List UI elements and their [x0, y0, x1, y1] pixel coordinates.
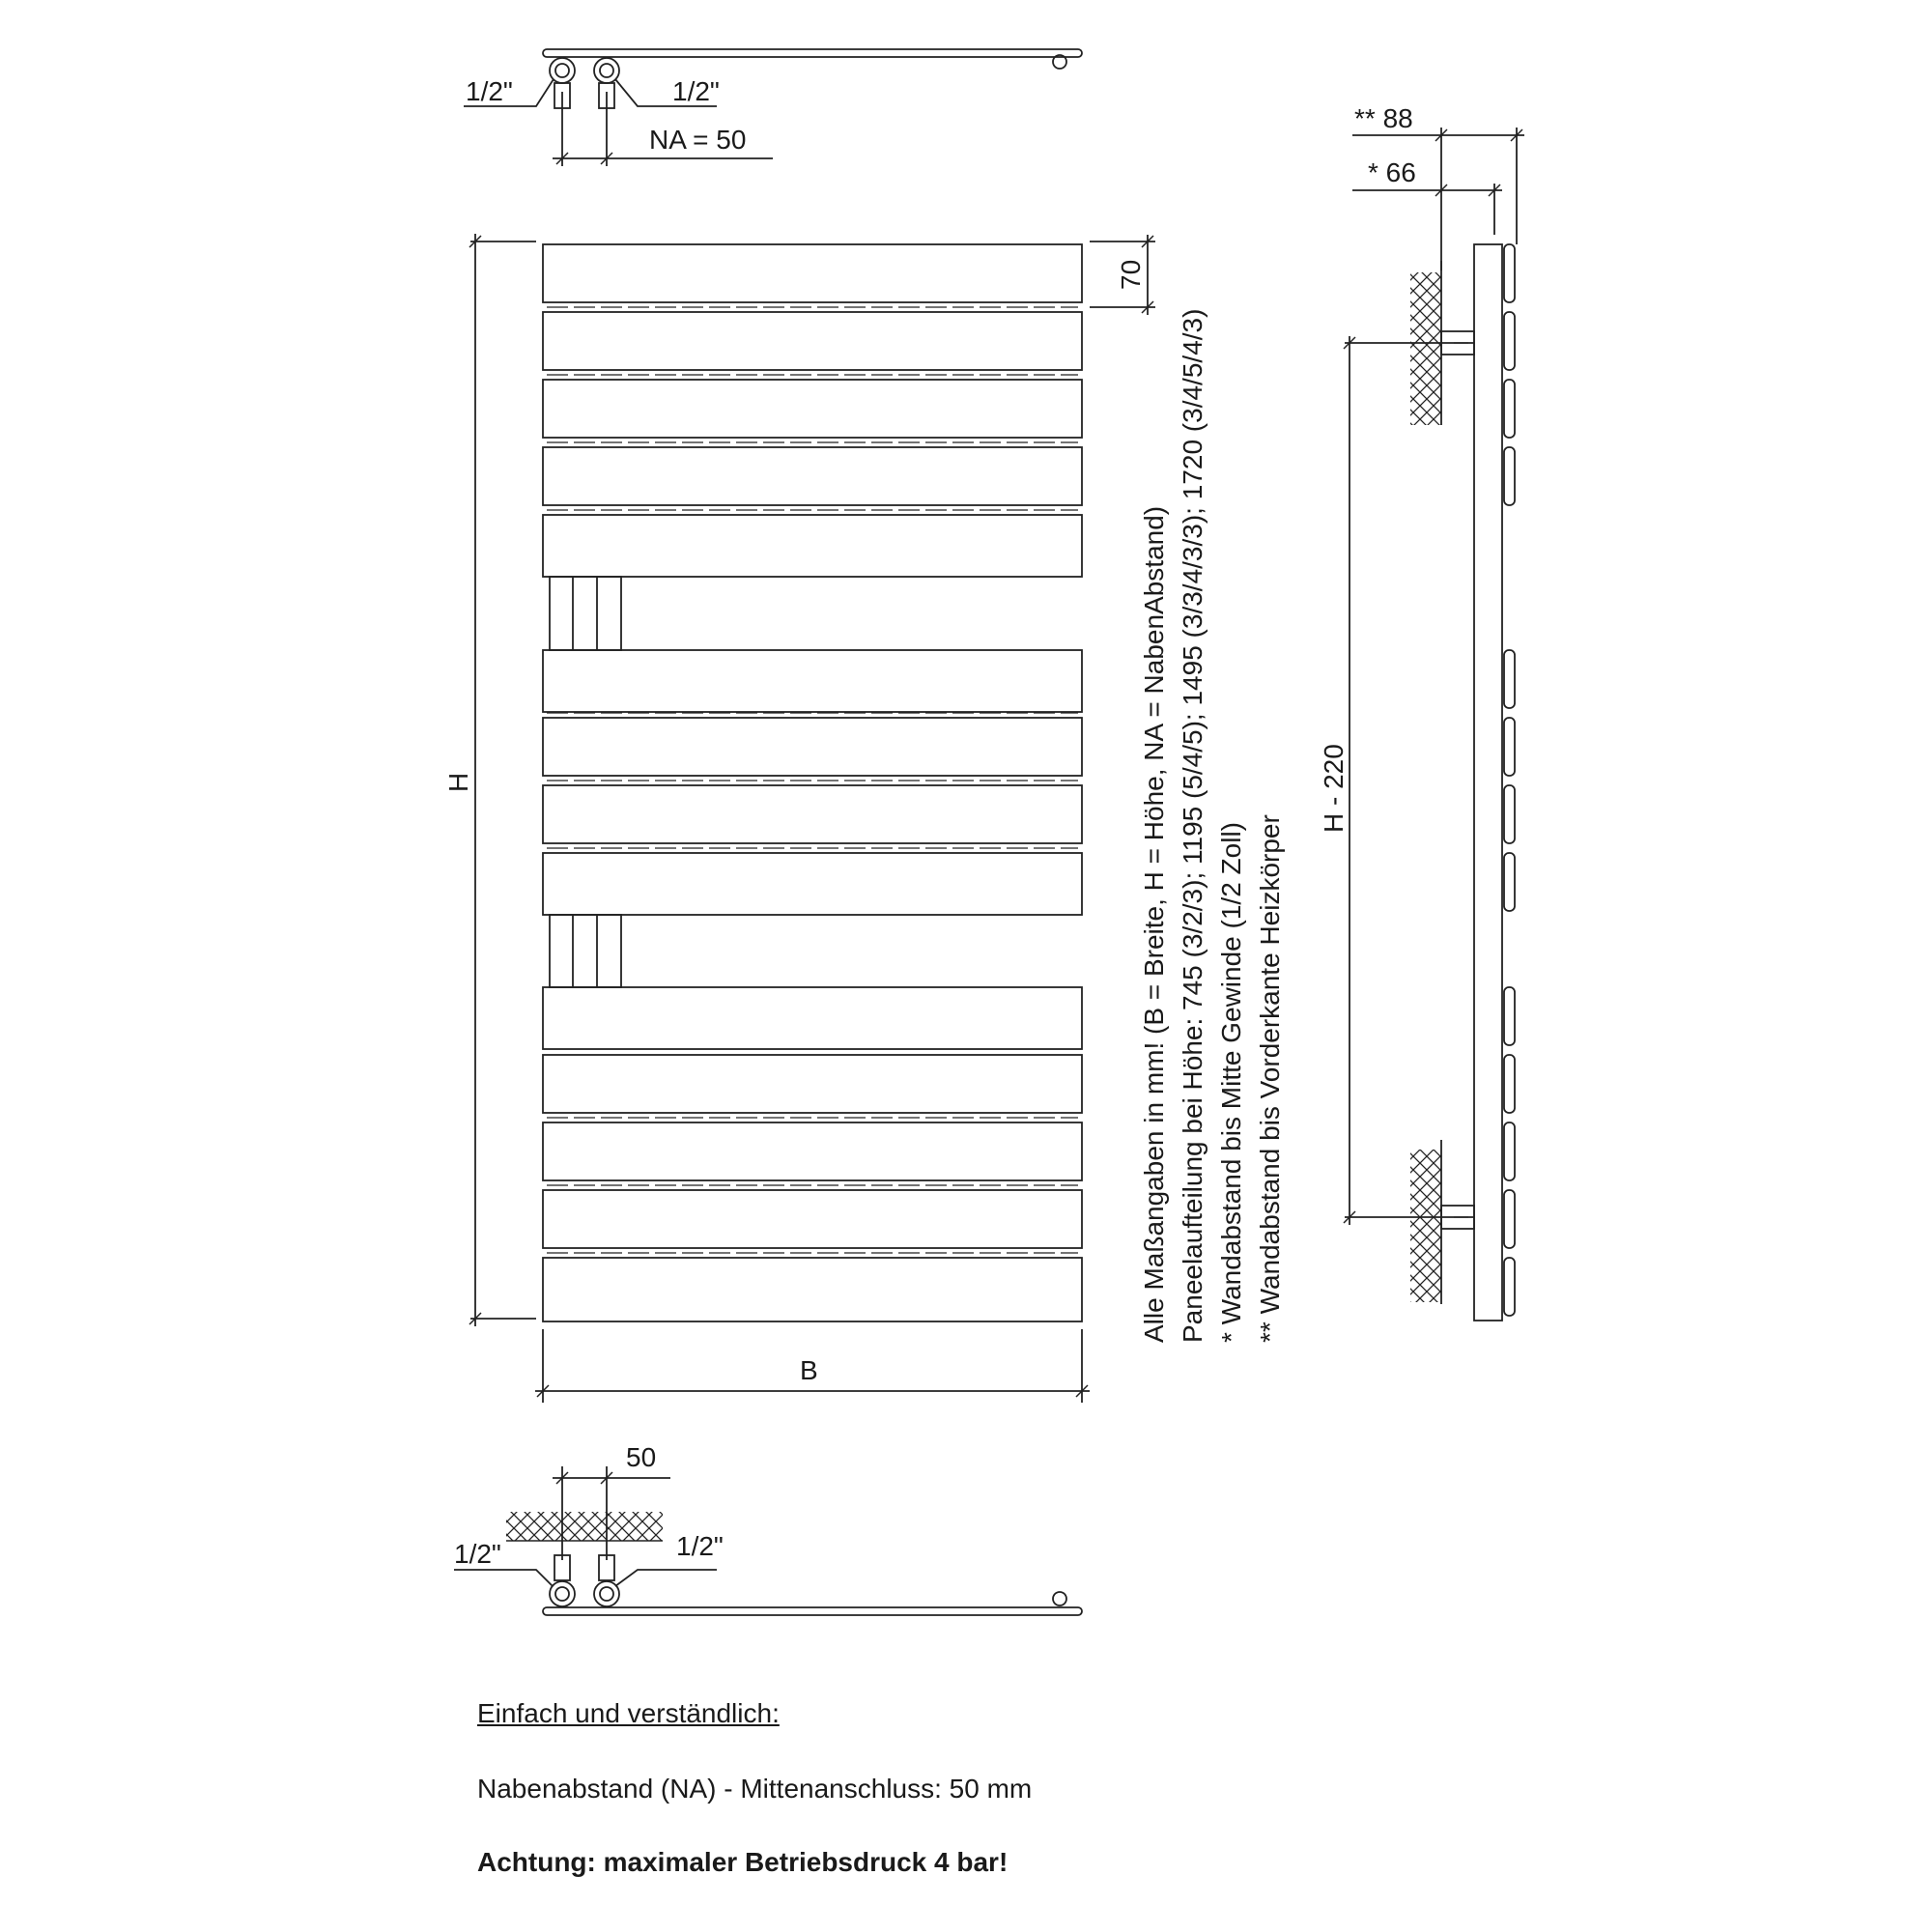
side-view [1344, 128, 1524, 1321]
bottom-valve-left [550, 1581, 575, 1606]
panel [543, 718, 1082, 776]
note-wall-distance-center: * Wandabstand bis Mitte Gewinde (1/2 Zoll) [1216, 822, 1246, 1343]
top-wall-hatch [1410, 272, 1441, 425]
wall-distance-66-dimension [1352, 184, 1502, 235]
top-connection-left-label: 1/2" [466, 76, 513, 106]
side-collector [1474, 244, 1502, 1321]
bottom-spacing-label: 50 [626, 1442, 657, 1472]
hub-distance-label: NA = 50 [649, 125, 747, 155]
height-label: H [443, 772, 473, 792]
panel [543, 312, 1082, 370]
bottom-wall-hatch [1410, 1150, 1441, 1302]
front-view [469, 234, 1155, 1403]
panel [543, 650, 1082, 712]
bottom-view [454, 1466, 1082, 1615]
wall-distance-front-label: ** 88 [1354, 103, 1413, 133]
footer-pressure-warning: Achtung: maximaler Betriebsdruck 4 bar! [477, 1847, 1009, 1877]
width-label: B [800, 1355, 818, 1385]
note-units: Alle Maßangaben in mm! (B = Breite, H = Höhe, NA = NabenAbstand) [1139, 505, 1169, 1343]
notes-block [1139, 309, 1285, 1343]
top-connection-right-label: 1/2" [672, 76, 720, 106]
panel [543, 853, 1082, 915]
panel [543, 1258, 1082, 1321]
top-view [464, 49, 1082, 166]
panels [543, 244, 1082, 1321]
bottom-connection-right-label: 1/2" [676, 1531, 724, 1561]
top-view-bar [543, 49, 1082, 57]
panel [543, 785, 1082, 843]
height-minus-label: H - 220 [1319, 744, 1349, 833]
bottom-connection-left-label: 1/2" [454, 1539, 501, 1569]
note-wall-distance-front: ** Wandabstand bis Vorderkante Heizkörper [1255, 814, 1285, 1343]
panel-height-label: 70 [1116, 259, 1146, 290]
panel [543, 1122, 1082, 1180]
footer-heading: Einfach und verständlich: [477, 1698, 780, 1728]
center-distance-dimension [1345, 336, 1474, 1225]
panel [543, 1055, 1082, 1113]
panel [543, 244, 1082, 302]
panel-gap-lines [547, 307, 1078, 1253]
footer-hub-distance-note: Nabenabstand (NA) - Mittenanschluss: 50 mm [477, 1774, 1033, 1804]
panel [543, 515, 1082, 577]
bottom-wall-hatch [506, 1512, 663, 1541]
bottom-view-end-knob [1053, 1592, 1066, 1605]
bottom-leader-left [454, 1570, 553, 1586]
height-dimension [470, 234, 536, 1326]
panel [543, 987, 1082, 1049]
bottom-leader-right [615, 1570, 717, 1586]
wall-distance-88-dimension [1352, 128, 1524, 270]
panel [543, 380, 1082, 438]
vertical-connectors [550, 577, 621, 987]
bottom-view-bar [543, 1607, 1082, 1615]
note-panel-split: Paneelaufteilung bei Höhe: 745 (3/2/3); 1195 (5/4/5); 1495 (3/3/4/3/3); 1720 (3/4/5/4/3) [1178, 308, 1208, 1343]
panel [543, 447, 1082, 505]
wall-distance-center-label: * 66 [1368, 157, 1416, 187]
panel [543, 1190, 1082, 1248]
side-panel-profiles [1504, 244, 1515, 1316]
